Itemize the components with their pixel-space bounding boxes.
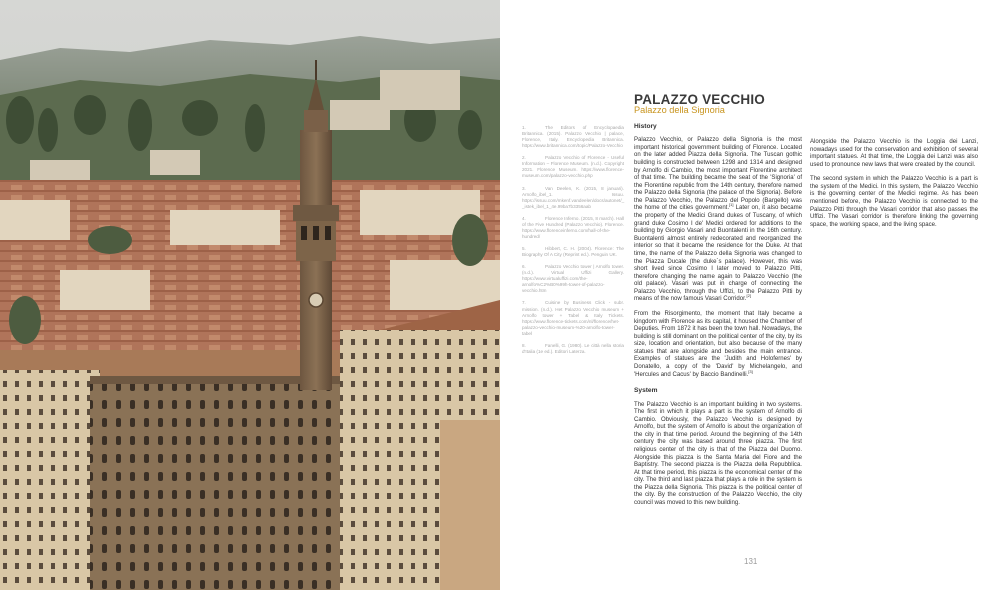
text-column-left [634,123,802,515]
reference-item: 2. Palazzo Vecchio of Florence - Useful Information – Florence Museum. (n.d.). Copyright 2021. Florence Museum. https://www.florence-museum.com/palazzo-vecchio.php [522,155,624,179]
medici-paragraph: The second system in which the Palazzo Vecchio is a part is the system of the Medici. In this system, the Palazzo Vecchio is the governing center of the Medici regime. As has been mentioned before, the Palazzo Vecchio is connected to the Palazzo Pitti through the Vasari corridor that also passes the Uffizi. The Vasari corridor is therefore linking the governing space, the working space, and the living space. [810,176,978,228]
history-paragraph-1: Palazzo Vecchio, or Palazzo della Signoria is the most important historical government building of Florence. Located on the later added Piazza della Signoria. The Tuscan gothic building is constructed between 1298 and 1314 and designed by Arnolfo di Cambio, the most important Florentine architect of that time. The building became the seat of the 'Signoria' of the Florentine republic from the 14th century, therefore named the Palazzo della Signoria (the palace of the Signoria). Before the Palazzo Vecchio, the Palazzo del Popolo (Bargello) was the home of the cities government.[1] Later on, it also became the property of the Medici Grand dukes of Tuscany, of which grand duke Cosimo I de' Medici ordered for additions to the building by Giorgio Vasari and Buontalenti in the 16th century. Buontalenti almost entirely redecorated and reorganized the interior so that it became the residence for the Duke. At that time, the name of the Palazzo della Signoria was changed to the Piazza Ducale (the duke´s palace). However, this was short lived since Cosimo I later moved to Palazzo Pitti, therefore changing the name again to Palazzo Vecchio (the old palace). Vasari was put in charge of connecting the Palazzo Vecchio, through the Uffizi, to the Palazzo Pitti by means of the now famous Vasari Corridor.[2] [634,137,802,303]
text-column-right [810,139,978,236]
system-paragraph-1: The Palazzo Vecchio is an important building in two systems. The first in which it plays a part is the system of Arnolfo di Cambio. Obviously, the Palazzo Vecchio is designed by Arnolfo, but the system of Arnolfo is about the organization of the city in that time period. Around the beginning of the 14th century the city was based around three piazza. The first religious center of the city is that of the Piazza del Duomo. Alongside this piazza is the Santa Maria del Fiore and the Baptistry. The second piazza is the Piazza della Repubblica. At that time period, this piazza is the economical center of the city. The third and last piazza that plays a role in the system is the Piazza della Signoria. This piazza is the political center of the city. By the construction of the Palazzo Vecchio, the city council was moved to this new building. [634,401,802,507]
text-page [500,0,1000,590]
reference-item: 8. Fanelli, G. (1980). Le città nella storia d'Italia (1e ed.). Editori Laterza. [522,342,624,354]
loggia-paragraph: Alongside the Palazzo Vecchio is the Loggia dei Lanzi, nowadays used for the conservation and exhibition of several important statues. At that time, the Loggia dei Lanzi was also used to pronounce new laws that were created by the council. [810,139,978,168]
system-heading: System [634,387,658,395]
history-heading: History [634,123,657,130]
reference-item: 5. Hibbert, C. H. (2004). Florence: The Biography Of A City (Reprint ed.). Penguin UK. [522,246,624,258]
history-paragraph-2: From the Risorgimento, the moment that Italy became a kingdom with Florence as its capital, it housed the Chamber of Deputies. From 1872 it has been the town hall. Nowadays, the building is still dominant on the political center of the city, by its size, location and orientation, but also because of the many statues that are alongside and besides the main entrance. Examples of statues are the 'Judith and Holofernes' by Donatello, a copy of the 'David' by Michelangelo, and 'Hercules and Cacus' by Baccio Bandinelli.[3] [634,311,802,378]
reference-item: 6. Palazzo Vecchio tower | Arnolfo tower. (n.d.). Virtual Uffizi Gallery. https://www.virtualuffizi.com/the-arnolfo%C2%B0%99h-tower-of-palazzo-vecchio.htm [522,264,624,294]
references-column [522,125,624,361]
reference-item: 1. The Editors of Encyclopaedia Britannica. (2015). Palazzo Vecchio | palace, Florence, Italy. Encyclopedia Britannica. https://www.britannica.com/topic/Palazzo-Vecchio [522,125,624,149]
reference-item: 7. Cuisine by Business Click - subr. mission. (n.d.). Het Palazzo Vecchio museum + Arnolfo tower + Tabel & Italy Tickets. https://www.florence-tickets.com/nl/florence/het-palazzo-vecchio-museum-%20-arnolfo-tower-tabel [522,300,624,336]
reference-item: 3. Van Deelen, K. (2015, 8 januari). Arnolfo_ibel_1. Issuu. https://issuu.com/mkenf.vandeelen/docs/autonet/_ _istek_ibel_1_4e.99ba7b3356aab [522,185,625,209]
page-title: PALAZZO VECCHIO [634,92,765,107]
reference-item: 4. Florence Inferno. (2015, 8 march). Hall of the Five Hundred (Palazzo Vecchio). Florence. https://www.florenceinferno.com/hall-of-the-hundred/ [522,215,624,239]
page-subtitle: Palazzo della Signoria [634,105,725,115]
page-number: 131 [744,557,758,566]
